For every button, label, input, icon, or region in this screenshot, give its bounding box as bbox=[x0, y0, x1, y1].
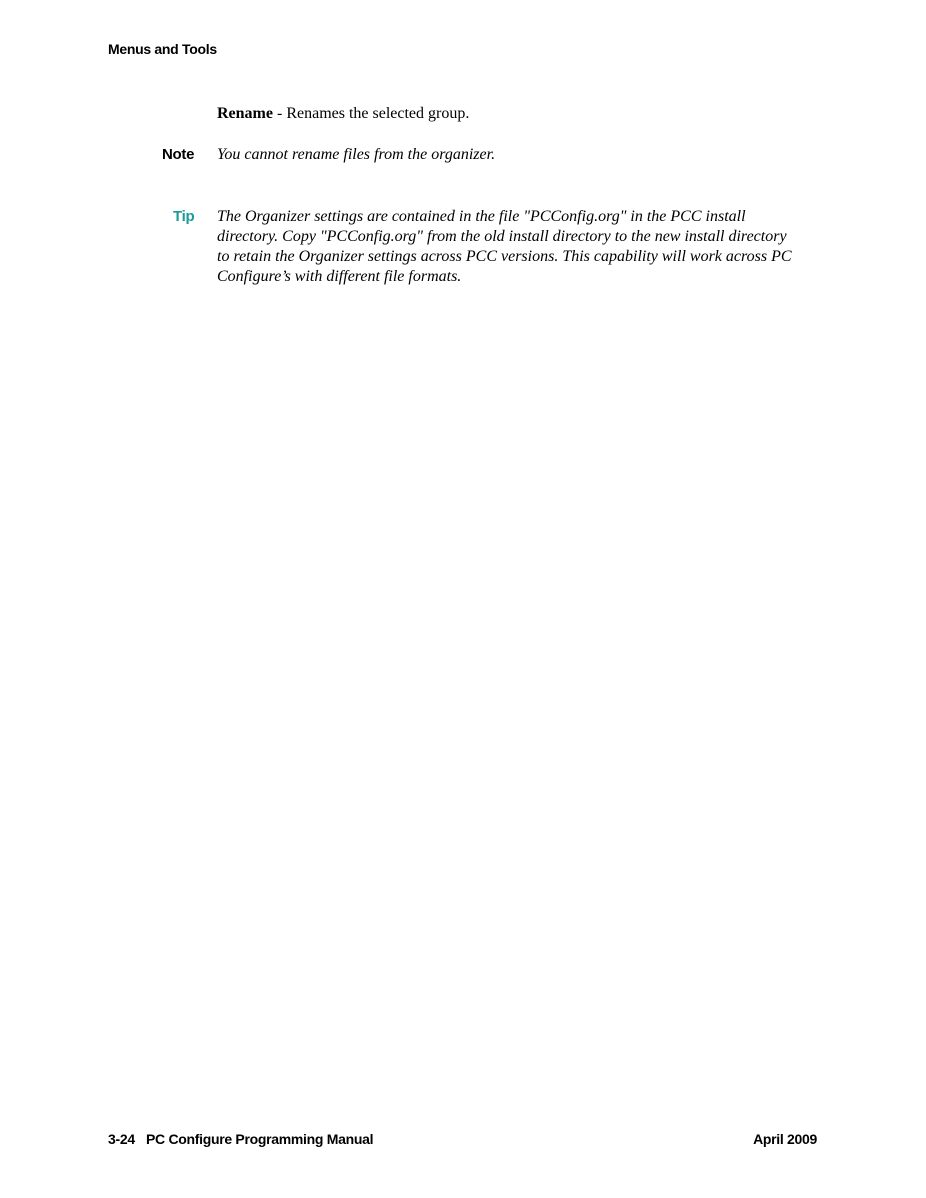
footer-manual-title: PC Configure Programming Manual bbox=[146, 1131, 374, 1147]
rename-description: Renames the selected group. bbox=[286, 105, 470, 122]
running-header: Menus and Tools bbox=[108, 41, 217, 57]
footer-date: April 2009 bbox=[753, 1131, 817, 1147]
tip-text bbox=[217, 207, 822, 287]
rename-term: Rename bbox=[217, 105, 273, 122]
note-text: You cannot rename files from the organizer. bbox=[217, 146, 496, 163]
rename-definition bbox=[217, 104, 469, 124]
rename-separator: - bbox=[272, 105, 287, 122]
tip-label: Tip bbox=[173, 208, 195, 225]
footer-page-number: 3-24 bbox=[108, 1131, 135, 1147]
note-label: Note bbox=[162, 146, 195, 163]
tip-text-line: to retain the Organizer settings across PCC versions. This capability will work across PC bbox=[217, 248, 792, 265]
tip-text-line: The Organizer settings are contained in the file "PCConfig.org" in the PCC install bbox=[217, 208, 746, 225]
tip-text-line: Configure’s with different file formats. bbox=[217, 268, 462, 285]
tip-text-line: directory. Copy "PCConfig.org" from the old install directory to the new install directory bbox=[217, 228, 787, 245]
